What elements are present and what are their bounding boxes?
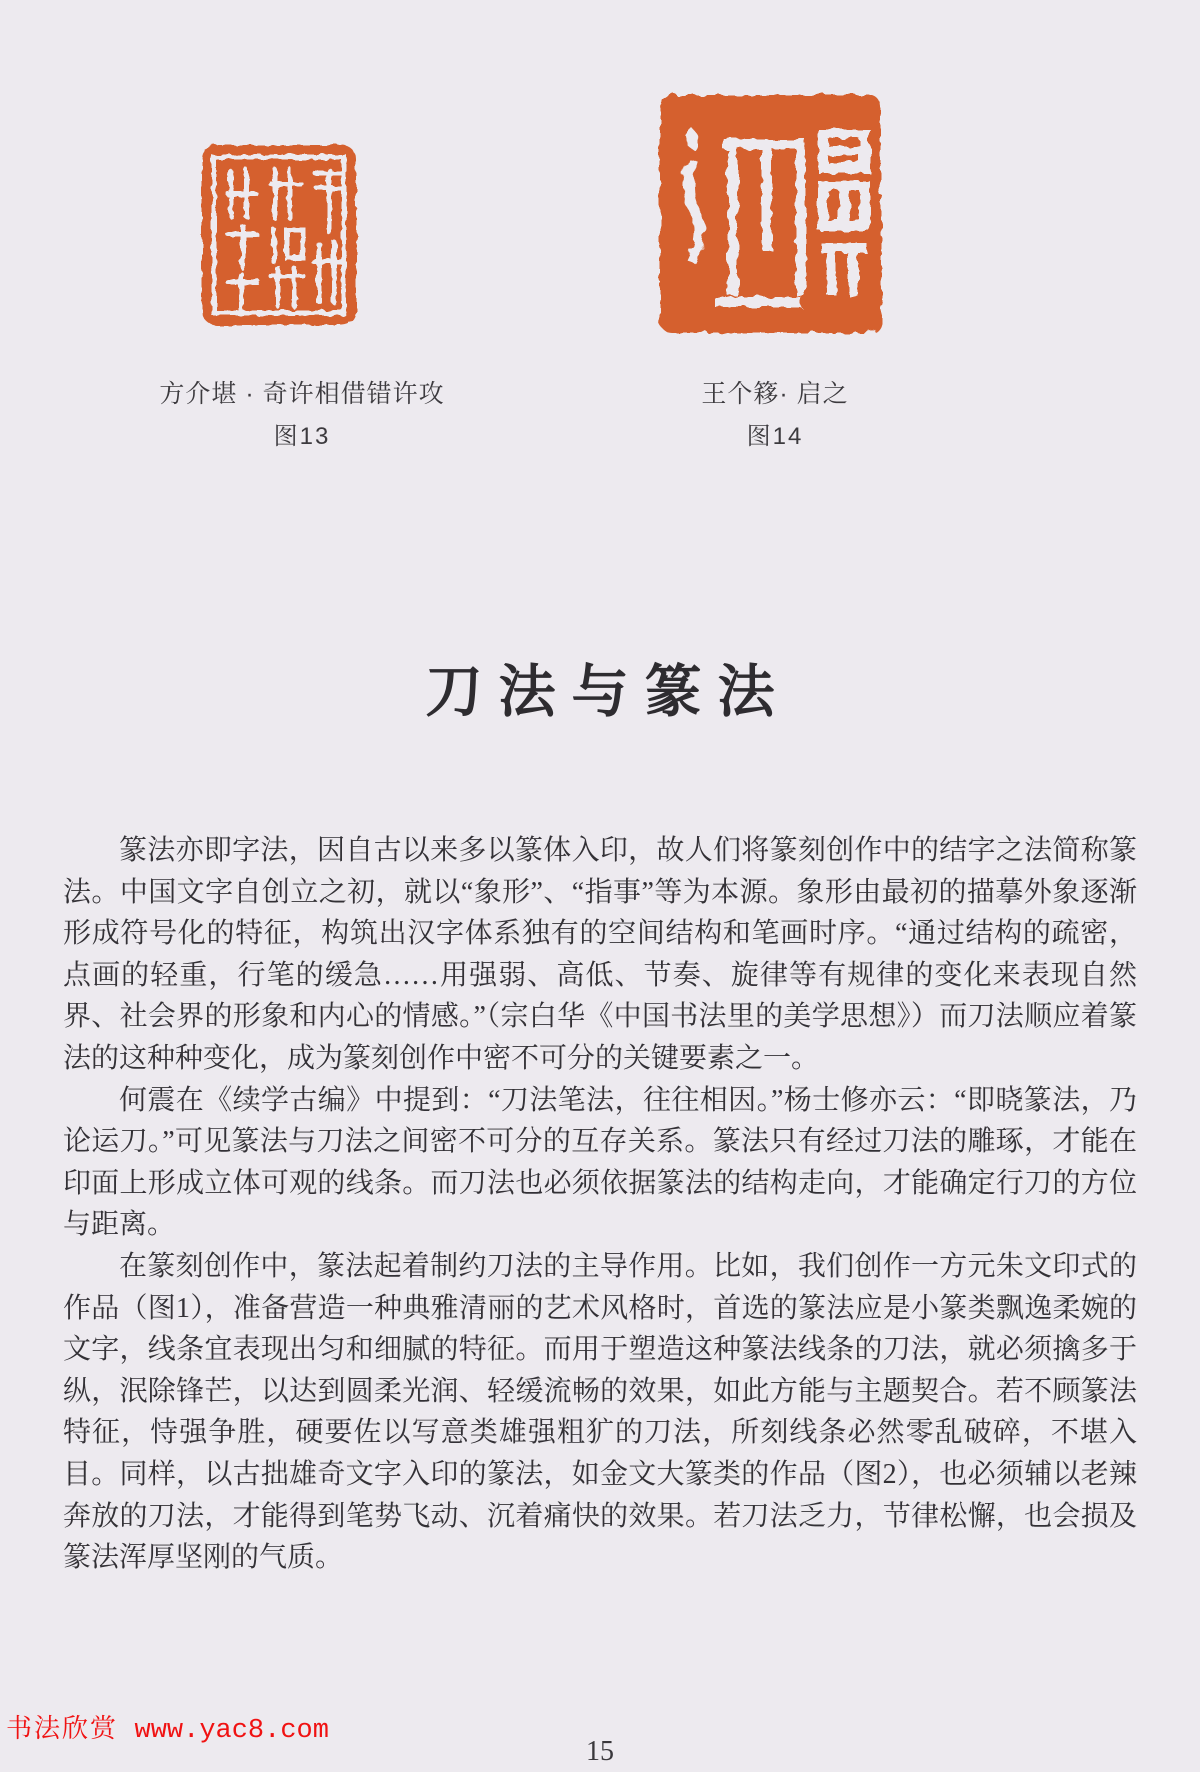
- chapter-title: 刀法与篆法: [425, 661, 791, 725]
- figure-14-captions: [585, 374, 965, 451]
- paragraph-3: 在篆刻创作中，篆法起着制约刀法的主导作用。比如，我们创作一方元朱文印式的作品（图1），准备营造一种典雅清丽的艺术风格时，首选的篆法应是小篆类飘逸柔婉的文字，线条宜表现出匀和细腻的特征。而用于塑造这种篆法线条的刀法，就必须擒多于纵，泯除锋芒，以达到圆柔光润、轻缓流畅的效果，如此方能与主题契合。若不顾篆法特征，恃强争胜，硬要佐以写意类雄强粗犷的刀法，所刻线条必然零乱破碎，不堪入目。同样，以古拙雄奇文字入印的篆法，如金文大篆类的作品（图2），也必须辅以老辣奔放的刀法，才能得到笔势飞动、沉着痛快的效果。若刀法乏力，节律松懈，也会损及篆法浑厚坚刚的气质。: [63, 1250, 1137, 1574]
- figure-13-captions: [112, 374, 492, 451]
- watermark-chinese: 书法欣赏: [6, 1713, 119, 1743]
- seal-1-image: [197, 140, 361, 330]
- watermark-url: www.yac8.com: [134, 1716, 329, 1746]
- seal-2-image: [653, 88, 888, 340]
- figure-13-label: 图13: [273, 423, 331, 450]
- figure-14-label: 图14: [746, 423, 804, 450]
- paragraph-1: 篆法亦即字法，因自古以来多以篆体入印，故人们将篆刻创作中的结字之法简称篆法。中国文字自创立之初，就以“象形”、“指事”等为本源。象形由最初的描摹外象逐渐形成符号化的特征，构筑出汉字体系独有的空间结构和笔画时序。“通过结构的疏密，点画的轻重，行笔的缓急……用强弱、高低、节奏、旋律等有规律的变化来表现自然界、社会界的形象和内心的情感。”（宗白华《中国书法里的美学思想》）而刀法顺应着篆法的这种种变化，成为篆刻创作中密不可分的关键要素之一。: [63, 835, 1137, 1074]
- article-body: [63, 830, 1137, 1579]
- figure-13-caption: 方介堪 · 奇许相借错许攻: [159, 380, 445, 408]
- figure-14-caption: 王个簃· 启之: [701, 380, 849, 408]
- seal-impression-2: [653, 88, 888, 340]
- paragraph-2: 何震在《续学古编》中提到：“刀法笔法，往往相因。”杨士修亦云：“即晓篆法，乃论运刀。”可见篆法与刀法之间密不可分的互存关系。篆法只有经过刀法的雕琢，才能在印面上形成立体可观的线条。而刀法也必须依据篆法的结构走向，才能确定行刀的方位与距离。: [63, 1084, 1137, 1241]
- seal-impression-1: [197, 140, 361, 330]
- page-number: 15: [586, 1736, 614, 1767]
